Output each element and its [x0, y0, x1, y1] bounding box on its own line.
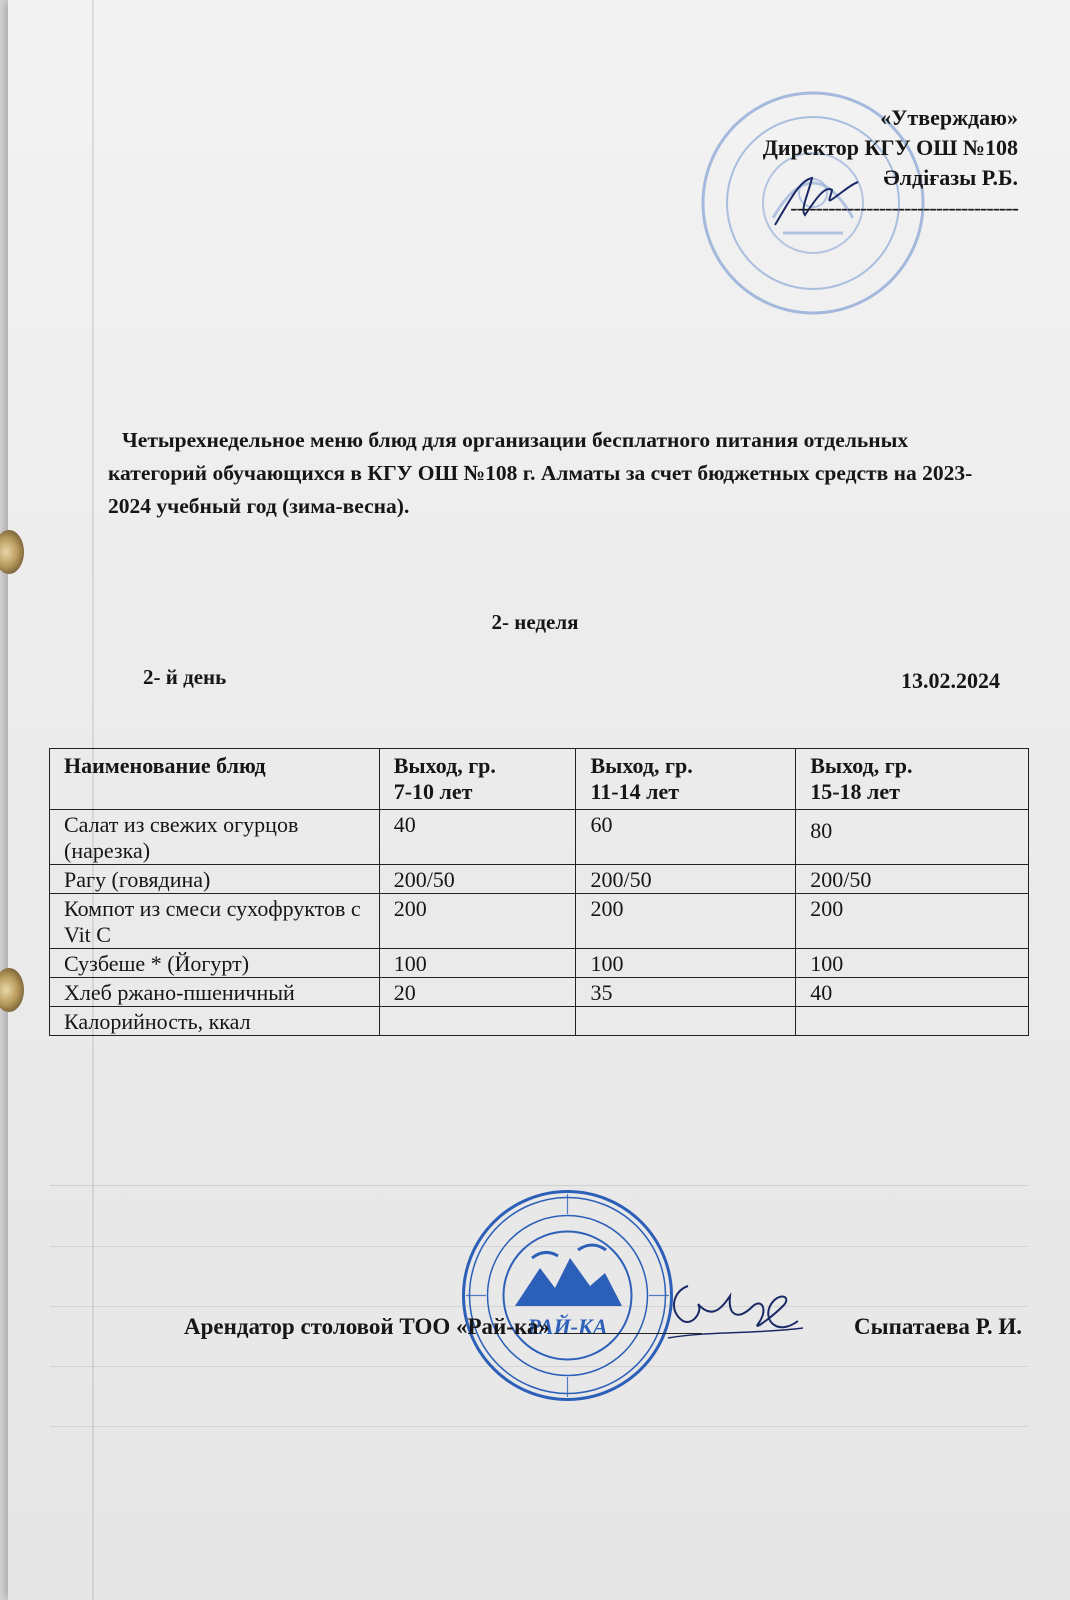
yield-cell: 40	[796, 978, 1029, 1007]
header-label: Выход, гр.	[590, 753, 693, 778]
yield-cell: 100	[576, 949, 796, 978]
tenant-label-text: Арендатор столовой ТОО «Рай-ка»	[184, 1314, 550, 1339]
yield-cell: 60	[576, 810, 796, 865]
yield-cell	[379, 1007, 576, 1036]
dish-name: Хлеб ржано-пшеничный	[50, 978, 380, 1007]
header-yield-15-18	[796, 749, 1029, 810]
header-label: Наименование блюд	[64, 753, 266, 778]
yield-cell: 200/50	[379, 865, 576, 894]
yield-cell: 35	[576, 978, 796, 1007]
table-row	[50, 894, 1029, 949]
tenant-name: Сыпатаева Р. И.	[854, 1314, 1022, 1339]
director-name: Әлдіғазы Р.Б.	[883, 165, 1018, 190]
tenant-signature-line	[554, 1333, 702, 1334]
director-position: Директор КГУ ОШ №108	[762, 135, 1018, 160]
table-row	[50, 810, 1029, 865]
title-text: Четырехнедельное меню блюд для организации бесплатного питания отдельных категорий обучающихся в КГУ ОШ №108 г. Алматы за счет бюджетных средств на 2023-2024 учебный год (зима-весна).	[108, 428, 973, 518]
yield-cell: 200	[796, 894, 1029, 949]
header-age: 7-10 лет	[393, 779, 473, 804]
header-dish-name	[50, 749, 380, 810]
tenant-label	[184, 1314, 702, 1340]
table-header-row	[50, 749, 1029, 810]
stamp-logo-text: РАЙ-КА	[527, 1314, 608, 1339]
table-row	[50, 865, 1029, 894]
dish-name: Компот из смеси сухофруктов с Vit C	[50, 894, 380, 949]
table-row	[50, 1007, 1029, 1036]
dish-name: Сузбеше * (Йогурт)	[50, 949, 380, 978]
week-label: 2- неделя	[491, 610, 579, 634]
header-label: Выход, гр.	[393, 753, 496, 778]
ghost-rule	[50, 1426, 1028, 1427]
approval-block	[763, 103, 1018, 223]
yield-cell: 200/50	[576, 865, 796, 894]
yield-cell: 200	[576, 894, 796, 949]
table-row	[50, 978, 1029, 1007]
signature-line: ------------------------------------	[790, 195, 1018, 220]
yield-cell: 80	[796, 810, 1029, 865]
yield-cell: 200/50	[796, 865, 1029, 894]
day-label: 2- й день	[143, 665, 227, 689]
approval-heading: «Утверждаю»	[880, 105, 1018, 130]
dish-name: Салат из свежих огурцов (нарезка)	[50, 810, 380, 865]
dish-name: Калорийность, ккал	[50, 1007, 380, 1036]
yield-cell: 40	[379, 810, 576, 865]
header-yield-11-14	[576, 749, 796, 810]
yield-cell	[796, 1007, 1029, 1036]
yield-cell: 20	[379, 978, 576, 1007]
header-label: Выход, гр.	[810, 753, 913, 778]
menu-table	[49, 748, 1029, 1036]
header-age: 15-18 лет	[810, 779, 900, 804]
company-stamp-icon	[460, 1188, 675, 1403]
yield-cell: 200	[379, 894, 576, 949]
yield-cell: 100	[796, 949, 1029, 978]
table-row	[50, 949, 1029, 978]
header-yield-7-10	[379, 749, 576, 810]
yield-cell: 100	[379, 949, 576, 978]
dish-name: Рагу (говядина)	[50, 865, 380, 894]
menu-date: 13.02.2024	[901, 668, 1000, 693]
yield-cell	[576, 1007, 796, 1036]
document-title	[108, 424, 1008, 523]
header-age: 11-14 лет	[590, 779, 680, 804]
